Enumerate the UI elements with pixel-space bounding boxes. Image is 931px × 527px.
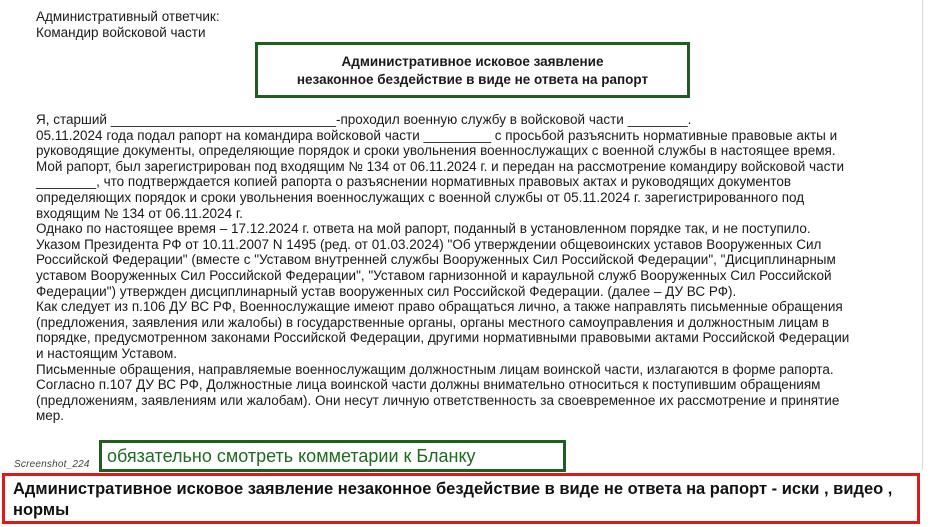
document-title-box	[255, 42, 690, 98]
body-line: Согласно п.107 ДУ ВС РФ, Должностные лица воинской части должны внимательно относиться к поступившим обращениям	[36, 377, 821, 393]
body-line: Российской Федерации" (вместе с "Уставом внутренней службы Вооруженных Сил Российской Федерации", "Дисциплинарным	[36, 252, 836, 268]
body-line: (предложениям, заявлениям или жалобам). Они несут личную ответственность за своевременное их рассмотрение и принятие	[36, 392, 840, 408]
defendant-name: Командир войсковой части	[36, 25, 206, 40]
body-line: мер.	[36, 408, 65, 424]
comments-note: обязательно смотреть комметарии к Бланку	[99, 440, 566, 472]
document-title-line2: незаконное бездействие в виде не ответа на рапорт	[296, 72, 649, 87]
body-line: Федерации") утвержден дисциплинарный устав вооруженных сил Российской Федерации. (далее – ДУ ВС РФ).	[36, 283, 737, 299]
body-line: порядке, предусмотренном законами Российской Федерации, другими нормативными правовыми актами Российской Федерации	[36, 330, 850, 346]
document-body	[36, 112, 918, 424]
page-edge-divider	[922, 0, 923, 470]
body-line: Как следует из п.106 ДУ ВС РФ, Военнослужащие имеют право обращаться лично, а также направлять письменные обращения	[36, 299, 843, 315]
defendant-block	[36, 9, 220, 41]
page-title-banner: Административное исковое заявление незаконное бездействие в виде не ответа на рапорт - иски , видео , нормы	[2, 473, 920, 524]
document-title-line1: Административное исковое заявление	[341, 54, 604, 69]
body-line: Указом Президента РФ от 10.11.2007 N 1495 (ред. от 01.03.2024) "Об утверждении общевоинских уставов Вооруженных Сил	[36, 236, 822, 252]
body-line: входящим № 134 от 06.11.2024 г.	[36, 205, 243, 221]
body-line: и настоящим Уставом.	[36, 345, 178, 361]
body-line: 05.11.2024 года подал рапорт на командира войсковой части _________ с просьбой разъяснить нормативные правовые акты и	[36, 127, 838, 143]
body-line: Однако по настоящее время – 17.12.2024 г. ответа на мой рапорт, поданный в установленном порядке так, и не поступило.	[36, 221, 811, 237]
defendant-label: Административный ответчик:	[36, 9, 220, 24]
body-line: руководящие документы, определяющие порядок и сроки увольнения военнослужащих с военной службы в настоящее время.	[36, 143, 836, 159]
body-line: ________, что подтверждается копией рапорта о разъяснении нормативных правовых актах и руководящих документов	[36, 174, 792, 190]
body-line: Письменные обращения, направляемые военнослужащим должностным лицам воинской части, излагаются в форме рапорта.	[36, 361, 834, 377]
body-line: (предложения, заявления или жалобы) в государственные органы, органы местного самоуправления и должностным лицам в	[36, 314, 830, 330]
screenshot-label: Screenshot_224	[14, 459, 90, 470]
body-line: определяющих порядок и сроки увольнения военнослужащих с военной службы от 05.11.2024 г. зарегистрированного под	[36, 189, 805, 205]
body-line: уставом Вооруженных Сил Российской Федерации", "Уставом гарнизонной и караульной служб Вооруженных Сил Российской	[36, 267, 832, 283]
body-line: Мой рапорт, был зарегистрирован под входящим № 134 от 06.11.2024 г. и передан на рассмотрение командиру войсковой части	[36, 158, 845, 174]
body-line: Я, старший ______________________________-проходил военную службу в войсковой части ________.	[36, 112, 692, 127]
